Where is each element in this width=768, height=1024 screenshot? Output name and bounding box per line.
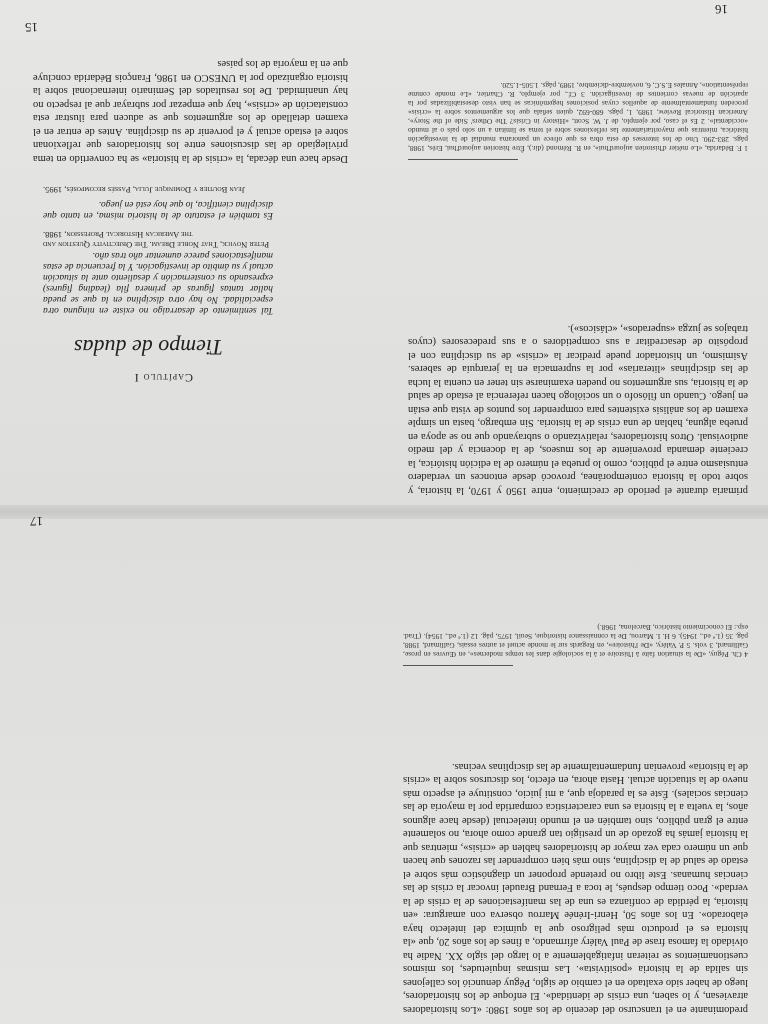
page-number-16: 16 bbox=[715, 2, 728, 17]
chapter-title: Tiempo de dudas bbox=[73, 335, 223, 360]
book-gutter bbox=[0, 505, 768, 519]
epigraph-1: Tal sentimiento de desarraigo no existe en ninguna otra especialidad. No hay otra disciplina en la que se pueda hallar tantas figuras de primera fila (leading figures) expresando su consternación y desaliento ante la situación actual y su ámbito de investigación. Y la frecuencia de estas manifestaciones parece aumentar año tras año. bbox=[43, 250, 273, 315]
epigraph-2: Es también el estatuto de la historia misma, en tanto que disciplina científica, lo que hoy está en juego. bbox=[43, 199, 273, 220]
footnote-rule bbox=[403, 665, 513, 666]
chapter-label: Capítulo I bbox=[133, 371, 193, 385]
page-number-15: 15 bbox=[25, 20, 38, 35]
page-number-17: 17 bbox=[30, 514, 43, 529]
epigraph-1-attribution: Peter Novick, That Noble Dream. The Objectivity Question and the American Historical Profession, 1988. bbox=[43, 230, 270, 250]
top-spread bbox=[0, 0, 768, 505]
body-text-chapter-page: Desde hace una década, la «crisis de la historia» se ha convertido en tema privilegiado de las discusiones entre los historiadores que reflexionan sobre el estado actual y el porvenir de su disciplina. Antes de entrar en el examen detallado de los argumentos que se aducen para ilustrar esta constatación de «crisis», hay que empezar por subrayar que al respecto no hay unanimidad. De los resultados del Seminario internacional sobre la historia organizado por la UNESCO en 1986, François Bédarida concluye que en la mayoría de los países bbox=[33, 58, 348, 164]
footnotes-right-page: 1 F. Bédarida, «Le métier d'historien aujourd'hui», en R. Rémond (dir.), Être historien aujourd'hui, Erès, 1988, págs. 283-290. Uno de los intereses de esta obra es que ofrece un panorama mundial de la investigación histórica, mientras que mayoritariamente las reflexiones sobre el tema se limitan a un solo país o al mundo «occidental». 2 Es el caso, por ejemplo, de J. W. Scott, «History in Crisis? The Others' Side of the Story», American Historical Review, 1989, 1, págs. 680-692, quien señala que los arguementos sobre la «crisis» proceden fundamentalmente de aquellos cuyas posiciones hegemónicas se han visto desestabilizadas por la aparición de nuevas corrientes de investigación. 3 Cf., por ejemplo, R. Chartier, «Le monde comme représentation», Annales E.S.C, 6, noviembre-diciembre, 1989, págs. 1.505-1.520. bbox=[408, 81, 748, 153]
footnote-rule bbox=[408, 159, 518, 160]
bottom-spread bbox=[0, 514, 768, 1024]
body-text-page-17: predominante en el transcurso del decenio de los años 1980: «Los historiadores atraviesan, y lo saben, una crisis de identidad». El enfoque de los historiadores, luego de haber sido exaltado en el cambio de siglo, Péguy denunció los callejones sin salida de la historia «positivista». Las mismas inquietudes, los mismos cuestionamientos se reiteran infatigablemente a lo largo del siglo XX. Nadie ha olvidado la famosa frase de Paul Valéry afirmando, a fines de los años 20, que «la historia es el producto más peligroso que la química del intelecto haya elaborado». En los años 50, Henri-Irénée Marrou observa con amargura: «en historia, la pérdida de confianza es una de las manifestaciones de la crisis de la verdad». Poco tiempo después, le toca a Fernand Braudel invocar la crisis de las ciencias humanas. Este libro no pretende proponer un diagnóstico más sobre el estado de salud de la disciplina, sino más bien comprender las razones que hacen que un número cada vez mayor de historiadores hablen de «crisis», mientras que la historia jamás ha gozado de un prestigio tan grande como ahora, no solamente entre el gran público, sino también en el mundo intelectual (desde hace algunos años, la vuelta a la historia es una característica compartida por la mayoría de las ciencias sociales). Éste es la paradoja que, a mi juicio, constituye el aspecto más nuevo de la situación actual. Hasta ahora, en efecto, los discursos sobre la «crisis de la historia» provenían fundamentalmente de las disciplinas vecinas. bbox=[403, 761, 748, 1015]
body-text-right-page: primaria durante el período de crecimiento, entre 1950 y 1970, la historia, y sobre todo la historia contemporánea, provocó desde entonces un verdadero entusiasmo entre el público, como lo prueba el número de la edición histórica, la creciente demanda proveniente de los museos, de la docencia y del medio audiovisual. Otros historiadores, relativizando o subrayando que no se apoya en prueba alguna, hablan de una crisis de la historia. Sin embargo, basta un simple examen de los análisis existentes para comprender los puntos de vista que están en juego. Cuando un filósofo o un sociólogo hacen referencia al estado de salud de la historia, sus argumentos no pueden examinarse sin tener en cuenta la lucha de las disciplinas «literarias» por la supremacía en la jerarquía de saberes. Asimismo, un historiador puede predicar la «crisis» de su disciplina con el propósito de desacreditar a sus competidores o a sus predecesores (cuyos trabajos se juzga «superados», «clásicos»). bbox=[408, 323, 748, 496]
footnotes-page-17: 4 Ch. Péguy, «De la situation faite à l'histoire et à la sociologie dans les temps modernes», en Œuvres en prose, Gallimard, 3 vols. 5 P. Valéry, «De l'histoire», en Regards sur le monde actuel et autres essais, Gallimard, 1988, pág. 35 (1.ª ed., 1945). 6 H. I. Marrou, De la connaissance historique, Seuil, 1975, pág. 12 (1.ª ed., 1954). (Trad. esp.: El conocimiento histórico, Barcelona, 1968.) bbox=[403, 623, 748, 659]
epigraph-2-attribution: Jean Boutier y Dominique Julia, Passés recomposés, 1995. bbox=[43, 185, 246, 195]
